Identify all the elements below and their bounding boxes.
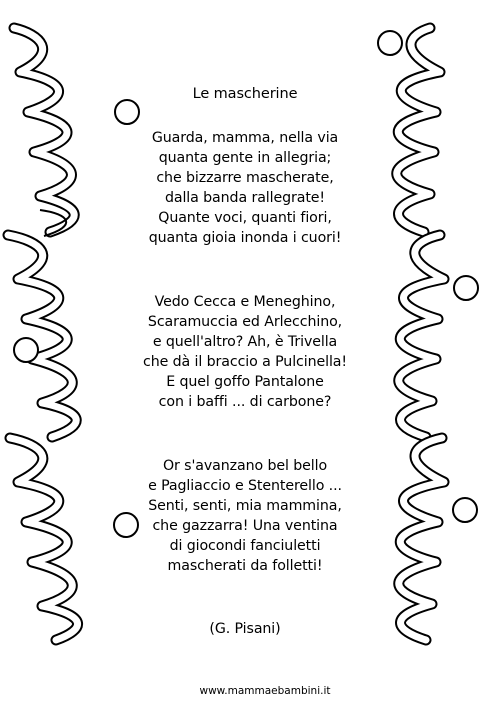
confetti-circle-icon: [378, 31, 402, 55]
confetti-circle-icon: [14, 338, 38, 362]
serpentine-streamer-icon: [399, 438, 444, 640]
stanza-2: [120, 292, 370, 412]
confetti-circle-icon: [453, 498, 477, 522]
poem-line: dalla banda rallegrate!: [164, 190, 326, 206]
poem-line: Guarda, mamma, nella via: [151, 130, 339, 146]
poem-line: Quante voci, quanti fiori,: [158, 210, 332, 226]
poem-line: Senti, senti, mia mammina,: [148, 498, 342, 514]
serpentine-streamer-icon: [8, 235, 76, 437]
poem-line: che bizzarre mascherate,: [156, 170, 334, 186]
serpentine-streamer-icon: [397, 28, 440, 232]
poem-line: e Pagliaccio e Stenterello ...: [148, 478, 342, 494]
stanza-1: [120, 128, 370, 248]
confetti-circle-icon: [454, 276, 478, 300]
poem-line: Scaramuccia ed Arlecchino,: [147, 314, 343, 330]
poem-line: con i baffi ... di carbone?: [158, 394, 332, 410]
poem-line: Vedo Cecca e Meneghino,: [154, 294, 336, 310]
poem-line: e quell'altro? Ah, è Trivella: [152, 334, 338, 350]
poem-line: di giocondi fanciuletti: [169, 538, 321, 554]
poem-title: Le mascherine: [192, 86, 298, 102]
serpentine-streamer-icon: [399, 235, 444, 437]
stanza-3: [120, 456, 370, 576]
website-link[interactable]: www.mammaebambini.it: [199, 685, 331, 697]
confetti-circle-icon: [115, 100, 139, 124]
serpentine-streamer-icon: [10, 438, 78, 640]
poem-line: quanta gente in allegria;: [158, 150, 332, 166]
poem-line: Or s'avanzano bel bello: [162, 458, 328, 474]
poem-line: che dà il braccio a Pulcinella!: [143, 354, 347, 370]
poem-line: quanta gioia inonda i cuori!: [148, 230, 342, 246]
serpentine-streamer-icon: [14, 28, 74, 236]
poem-line: mascherati da folletti!: [167, 558, 323, 574]
poem-line: che gazzarra! Una ventina: [152, 518, 338, 534]
poem-author: (G. Pisani): [209, 621, 281, 637]
poem-line: E quel goffo Pantalone: [166, 374, 324, 390]
